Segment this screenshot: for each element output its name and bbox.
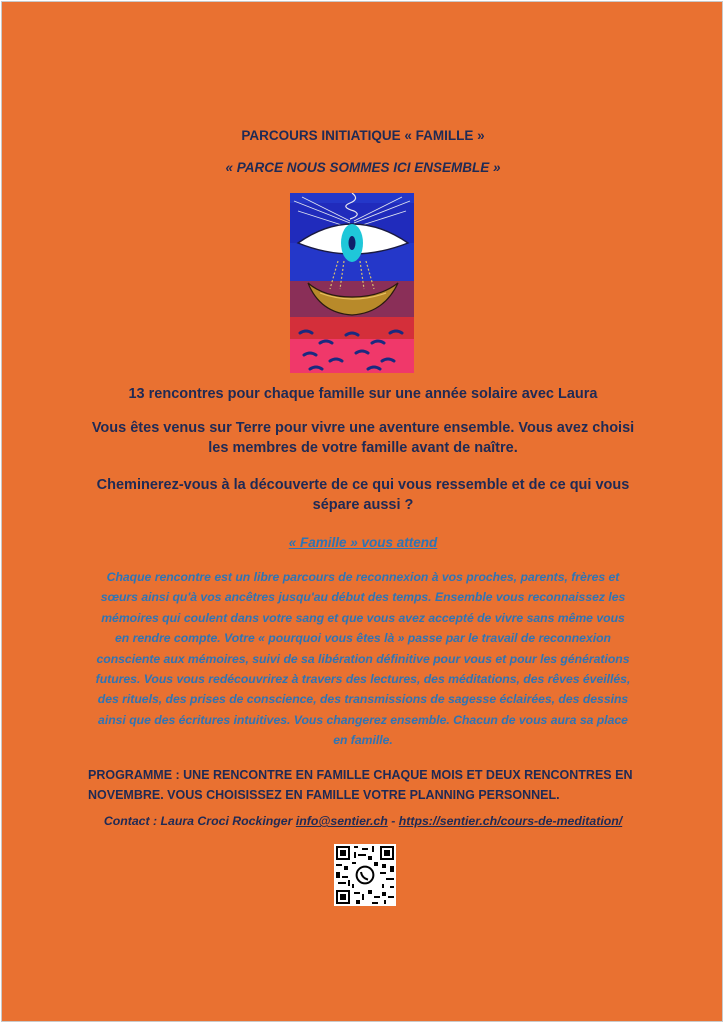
headline-cheminerez: Cheminerez-vous à la découverte de ce qui vous ressemble et de ce qui vous sépare aussi ?: [96, 477, 630, 513]
headline-rencontres: 13 rencontres pour chaque famille sur une année solaire avec Laura: [128, 386, 598, 402]
painting-image: [290, 193, 414, 373]
headline-aventure: Vous êtes venus sur Terre pour vivre une aventure ensemble. Vous avez choisi les membres de votre famille avant de naître.: [91, 420, 635, 456]
website-link[interactable]: https://sentier.ch/cours-de-meditation/: [398, 814, 623, 828]
programme-text: PROGRAMME : UNE RENCONTRE EN FAMILLE CHAQUE MOIS ET DEUX RENCONTRES EN NOVEMBRE. VOUS CHOISISSEZ EN FAMILLE VOTRE PLANNING PERSONNEL.: [88, 768, 633, 802]
section-heading-famille: « Famille » vous attend: [288, 535, 438, 550]
poster-page: [1, 1, 723, 1022]
contact-line: [2, 814, 724, 828]
poster-title: PARCOURS INITIATIQUE « FAMILLE »: [241, 128, 485, 143]
email-link[interactable]: info@sentier.ch: [295, 814, 388, 828]
qr-code-image[interactable]: [334, 844, 396, 906]
poster-subtitle: « PARCE NOUS SOMMES ICI ENSEMBLE »: [225, 160, 501, 175]
contact-separator: -: [391, 814, 396, 828]
section-body: Chaque rencontre est un libre parcours de reconnexion à vos proches, parents, frères et sœurs ainsi qu'à vos ancêtres jusqu'au début des temps. Ensemble vous reconnaissez les mémoires qui coulent dans votre sang et que vous avez accepté de vivre sans même vous en rendre compte. Votre « pourquoi vous êtes là » passe par le travail de reconnexion consciente aux mémoires, suivi de sa libération définitive pour vous et pour les générations futures. Vous vous redécouvrirez à travers des lectures, des méditations, des rêves éveillés, des rituels, des prises de conscience, des transmissions de sagesse éclairées, des dessins ainsi que des écritures intuitives. Vous changerez ensemble. Chacun de vous aura sa place en famille.: [95, 570, 631, 748]
contact-prefix: Contact : Laura Croci Rockinger: [103, 814, 293, 828]
